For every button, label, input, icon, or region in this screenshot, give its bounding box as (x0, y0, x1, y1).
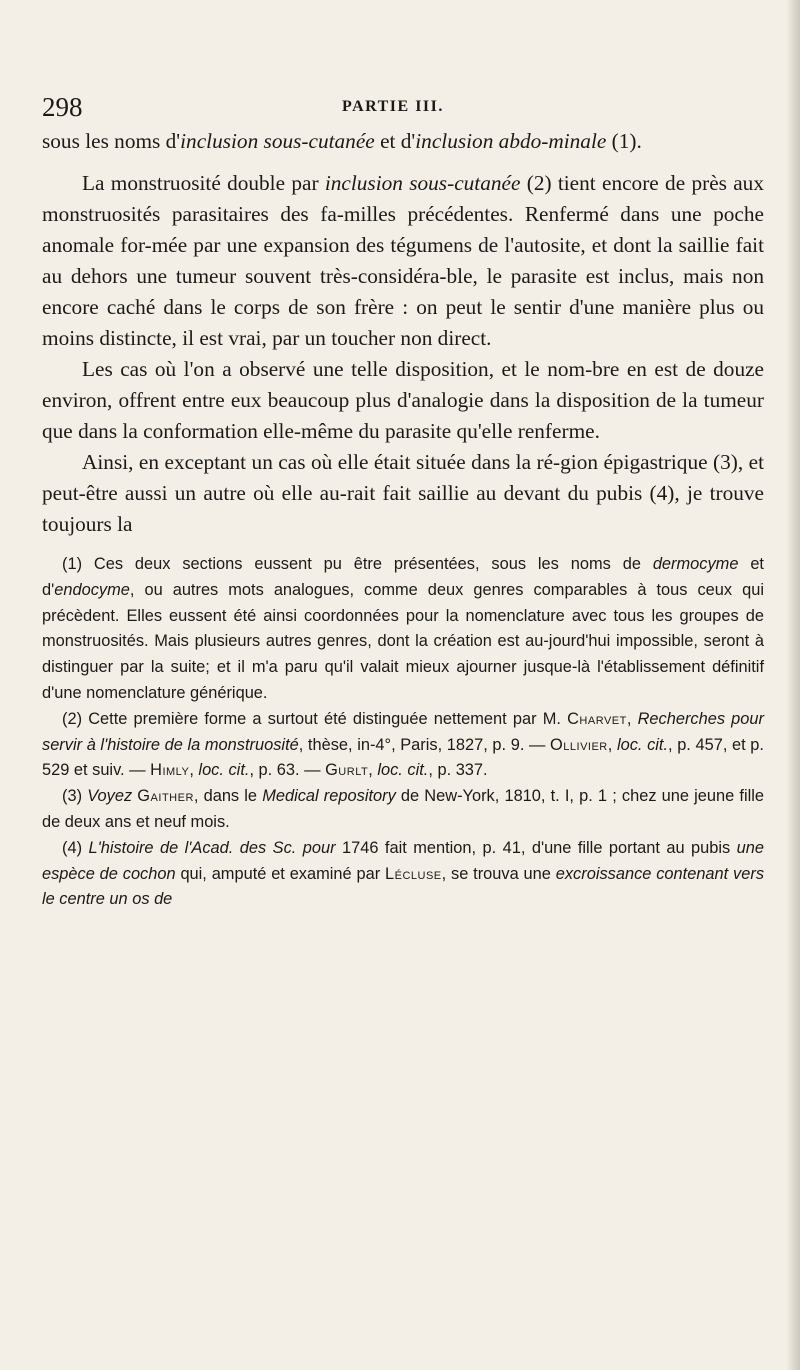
page-number: 298 (42, 92, 83, 122)
footnotes (42, 552, 764, 913)
paragraph-inclusion-sous-cutanee: La monstruosité double par inclusion sous-cutanée (2) tient encore de près aux monstruosités parasitaires des fa-milles précédentes. Renfermé dans une poche anomale for-mée par une expansion des tégumens de l'autosite, et dont la saillie fait au dehors une tumeur souvent très-considéra-ble, le parasite est inclus, mais non encore caché dans le corps de son frère : on peut le sentir d'une manière plus ou moins distincte, il est vrai, par un toucher non direct. (42, 171, 764, 350)
main-text (42, 126, 764, 540)
paragraph-cas-observes: Les cas où l'on a observé une telle disposition, et le nom-bre en est de douze environ, offrent entre eux beaucoup plus d'analogie dans la disposition de la tumeur que dans la conformation elle-même du parasite qu'elle renferme. (42, 357, 764, 443)
page-edge-shadow (786, 0, 800, 1370)
footnote-1: (1) Ces deux sections eussent pu être présentées, sous les noms de dermocyme et d'endocyme, ou autres mots analogues, comme deux genres comparables à tous ceux qui précèdent. Elles eussent été ainsi coordonnées pour la nomenclature avec tous les groupes de monstruosités. Mais plusieurs autres genres, dont la création est au-jourd'hui impossible, seront à distinguer par la suite; et il m'a paru qu'il valait mieux ajourner jusque-là l'établissement définitif d'une nomenclature générique. (42, 555, 764, 702)
footnote-4: (4) L'histoire de l'Acad. des Sc. pour 1746 fait mention, p. 41, d'une fille portant au pubis une espèce de cochon qui, amputé et examiné par Lécluse, se trouva une excroissance contenant vers le centre un os de (42, 838, 765, 909)
running-head: PARTIE III. (342, 98, 444, 115)
footnote-3: (3) Voyez Gaither, dans le Medical repository de New-York, 1810, t. I, p. 1 ; chez une jeune fille de deux ans et neuf mois. (42, 787, 764, 831)
page-header (42, 92, 764, 126)
paragraph-continuation: sous les noms d'inclusion sous-cutanée et d'inclusion abdo-minale (1). (42, 129, 642, 153)
paragraph-ainsi: Ainsi, en exceptant un cas où elle était située dans la ré-gion épigastrique (3), et peut-être aussi un autre où elle au-rait fait saillie au devant du pubis (4), je trouve toujours la (42, 450, 764, 536)
book-page (42, 92, 764, 913)
footnote-2: (2) Cette première forme a surtout été distinguée nettement par M. Charvet, Recherches pour servir à l'histoire de la monstruosité, thèse, in-4°, Paris, 1827, p. 9. — Ollivier, loc. cit., p. 457, et p. 529 et suiv. — Himly, loc. cit., p. 63. — Gurlt, loc. cit., p. 337. (42, 709, 764, 780)
